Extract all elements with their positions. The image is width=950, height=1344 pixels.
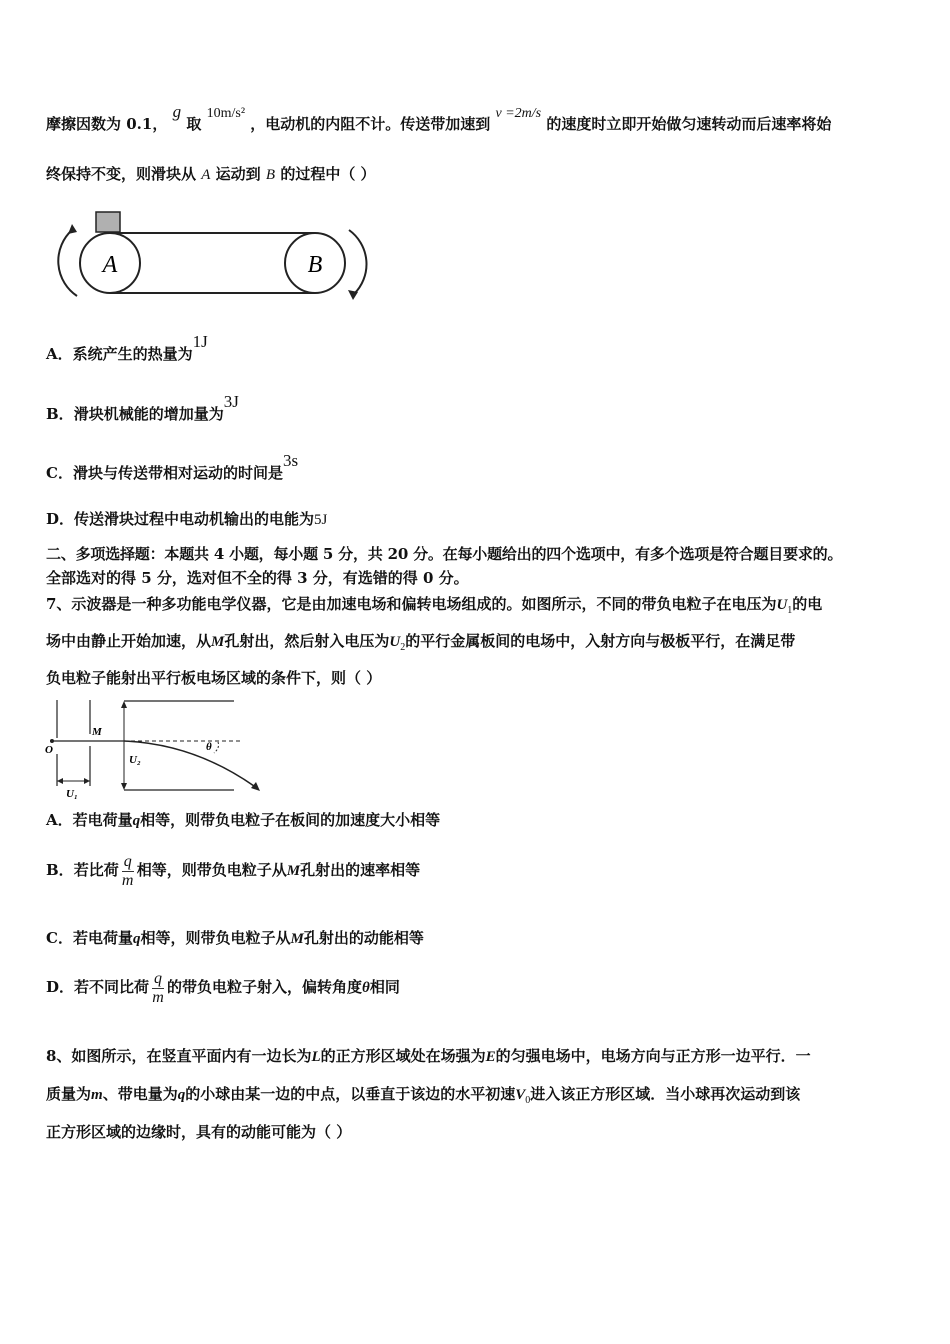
option-text: 若比荷 [73, 861, 119, 879]
u1-subscript: 1 [787, 605, 793, 616]
label-a: A [102, 252, 118, 278]
l-symbol: L [311, 1049, 321, 1065]
origin-point [50, 739, 54, 743]
q8-line-3: 正方形区域的边缘时，具有的动能可能为（ ） [46, 1123, 352, 1141]
q8-text: 的正方形区域处在场强为 [320, 1047, 486, 1065]
figure-label-o: O [45, 744, 53, 756]
q8-line-1 [46, 1046, 811, 1067]
option-value: 3s [282, 451, 299, 470]
rotation-arrow-left [58, 230, 77, 296]
theta-symbol: θ [362, 980, 370, 996]
u1-symbol: U [776, 597, 788, 613]
g-symbol: g [172, 102, 182, 121]
q7-option-b[interactable] [46, 852, 420, 890]
q6-option-d[interactable] [46, 509, 327, 530]
figure-label-m: M [92, 726, 102, 738]
u2-arrow-down [121, 783, 127, 790]
option-text: 若不同比荷 [74, 978, 150, 996]
q7-option-c[interactable] [46, 928, 424, 949]
v0-subscript: 0 [525, 1095, 531, 1106]
q-symbol: q [132, 931, 141, 947]
option-value: 5J [314, 512, 328, 528]
q6-line-2 [46, 164, 376, 185]
q7-option-a[interactable] [46, 810, 440, 831]
q6-text: 取 [186, 115, 202, 133]
option-letter: D． [46, 978, 75, 996]
trajectory-arrow [251, 782, 260, 791]
e-symbol: E [485, 1049, 496, 1065]
m-hole-label: M [211, 634, 225, 650]
option-text: 系统产生的热量为 [72, 345, 193, 363]
figure-label-theta: θ [206, 741, 212, 753]
q6-text: 运动到 [215, 165, 261, 183]
option-letter: A． [46, 345, 73, 363]
u1-arrow-left [57, 778, 63, 784]
q6-text: 的速度时立即开始做匀速转动而后速率将始 [546, 115, 832, 133]
slider-block [96, 212, 120, 232]
option-letter: C． [46, 929, 73, 947]
q8-text: 质量为 [46, 1085, 92, 1103]
charge-mass-ratio [122, 853, 134, 890]
q7-line-1 [46, 594, 822, 621]
q7-text: 孔射出，然后射入电压为 [224, 632, 390, 650]
q6-text: 摩擦因数为 [46, 115, 122, 133]
q6-text: 终保持不变，则滑块从 [46, 165, 197, 183]
option-text: 滑块机械能的增加量为 [73, 405, 224, 423]
q8-line-2 [46, 1084, 800, 1111]
q7-text: 场中由静止开始加速，从 [46, 632, 212, 650]
option-text: 相同 [369, 978, 400, 996]
m-hole-label: M [286, 863, 301, 879]
figure-label-u1: U₁ [66, 788, 78, 800]
m-symbol: m [91, 1087, 103, 1103]
point-a: A [201, 167, 211, 183]
q-symbol: q [177, 1087, 186, 1103]
section2-heading-line1: 二、多项选择题：本题共 4 小题，每小题 5 分，共 20 分。在每小题给出的四个选项中，有多个选项是符合题目要求的。 [46, 545, 843, 563]
q8-text: 进入该正方形区域．当小球再次运动到该 [530, 1085, 801, 1103]
q8-text: 、带电量为 [102, 1085, 178, 1103]
figure-label-u2: U₂ [129, 754, 141, 766]
rotation-arrow-right [349, 230, 366, 294]
point-b: B [265, 167, 276, 183]
option-text: 相等，则带负电粒子在板间的加速度大小相等 [140, 811, 441, 829]
option-letter: A． [46, 811, 73, 829]
section2-heading-line2: 全部选对的得 5 分，选对但不全的得 3 分，有选错的得 0 分。 [46, 569, 469, 587]
option-text: 孔射出的速率相等 [300, 861, 421, 879]
conveyor-belt-figure [52, 208, 374, 300]
option-text: 若电荷量 [72, 811, 133, 829]
particle-trajectory [124, 741, 254, 786]
arrow-head-left [68, 224, 77, 234]
q8-text: 的匀强电场中，电场方向与正方形一边平行．一 [495, 1047, 811, 1065]
option-value: 1J [192, 332, 208, 351]
option-letter: B． [46, 405, 74, 423]
q7-text: 的电 [792, 595, 823, 613]
q6-option-a[interactable] [46, 332, 208, 364]
q8-text: 的小球由某一边的中点，以垂直于该边的水平初速 [185, 1085, 516, 1103]
fraction-numerator: q [123, 852, 132, 870]
option-text: 若电荷量 [72, 929, 133, 947]
q7-line-2 [46, 631, 795, 658]
u2-symbol: U [389, 634, 401, 650]
theta-arc [214, 742, 219, 753]
option-letter: C． [46, 464, 73, 482]
option-text: 孔射出的动能相等 [303, 929, 424, 947]
charge-mass-ratio [152, 970, 164, 1007]
label-b: B [307, 252, 323, 278]
u2-arrow-up [121, 701, 127, 708]
option-letter: B． [46, 861, 74, 879]
fraction-denominator: m [121, 871, 134, 889]
q7-option-d[interactable] [46, 969, 400, 1007]
v-value: v =2m/s [495, 106, 542, 121]
u2-subscript: 2 [400, 642, 406, 653]
u1-arrow-right [84, 778, 90, 784]
q6-text: ， [152, 115, 168, 133]
option-text: 的带负电粒子射入，偏转角度 [167, 978, 363, 996]
q-symbol: q [132, 813, 141, 829]
option-letter: D． [46, 510, 75, 528]
option-text: 相等，则带负电粒子从 [136, 861, 287, 879]
q6-text: ，电动机的内阻不计。传送带加速到 [250, 115, 491, 133]
q7-text: 的平行金属板间的电场中，入射方向与极板平行，在满足带 [405, 632, 796, 650]
option-text: 滑块与传送带相对运动的时间是 [72, 464, 283, 482]
q6-option-b[interactable] [46, 392, 239, 424]
fraction-numerator: q [154, 969, 163, 987]
friction-coefficient: 0.1 [126, 115, 153, 133]
option-text: 传送滑块过程中电动机输出的电能为 [74, 510, 315, 528]
q7-text: 7、示波器是一种多功能电学仪器，它是由加速电场和偏转电场组成的。如图所示，不同的带负电粒子在电压为 [46, 595, 777, 613]
oscilloscope-figure [44, 698, 270, 802]
m-hole-label: M [290, 931, 304, 947]
q7-line-3: 负电粒子能射出平行板电场区域的条件下，则（ ） [46, 669, 382, 687]
option-text: 相等，则带负电粒子从 [140, 929, 291, 947]
q8-text: 8、如图所示，在竖直平面内有一边长为 [46, 1047, 312, 1065]
q6-option-c[interactable] [46, 451, 299, 483]
option-value: 3J [223, 392, 239, 411]
g-value: 10m/s² [206, 106, 246, 121]
q6-text: 的过程中（ ） [280, 165, 376, 183]
q6-line-1 [46, 102, 832, 136]
fraction-denominator: m [152, 988, 164, 1006]
v0-symbol: V [515, 1087, 526, 1103]
